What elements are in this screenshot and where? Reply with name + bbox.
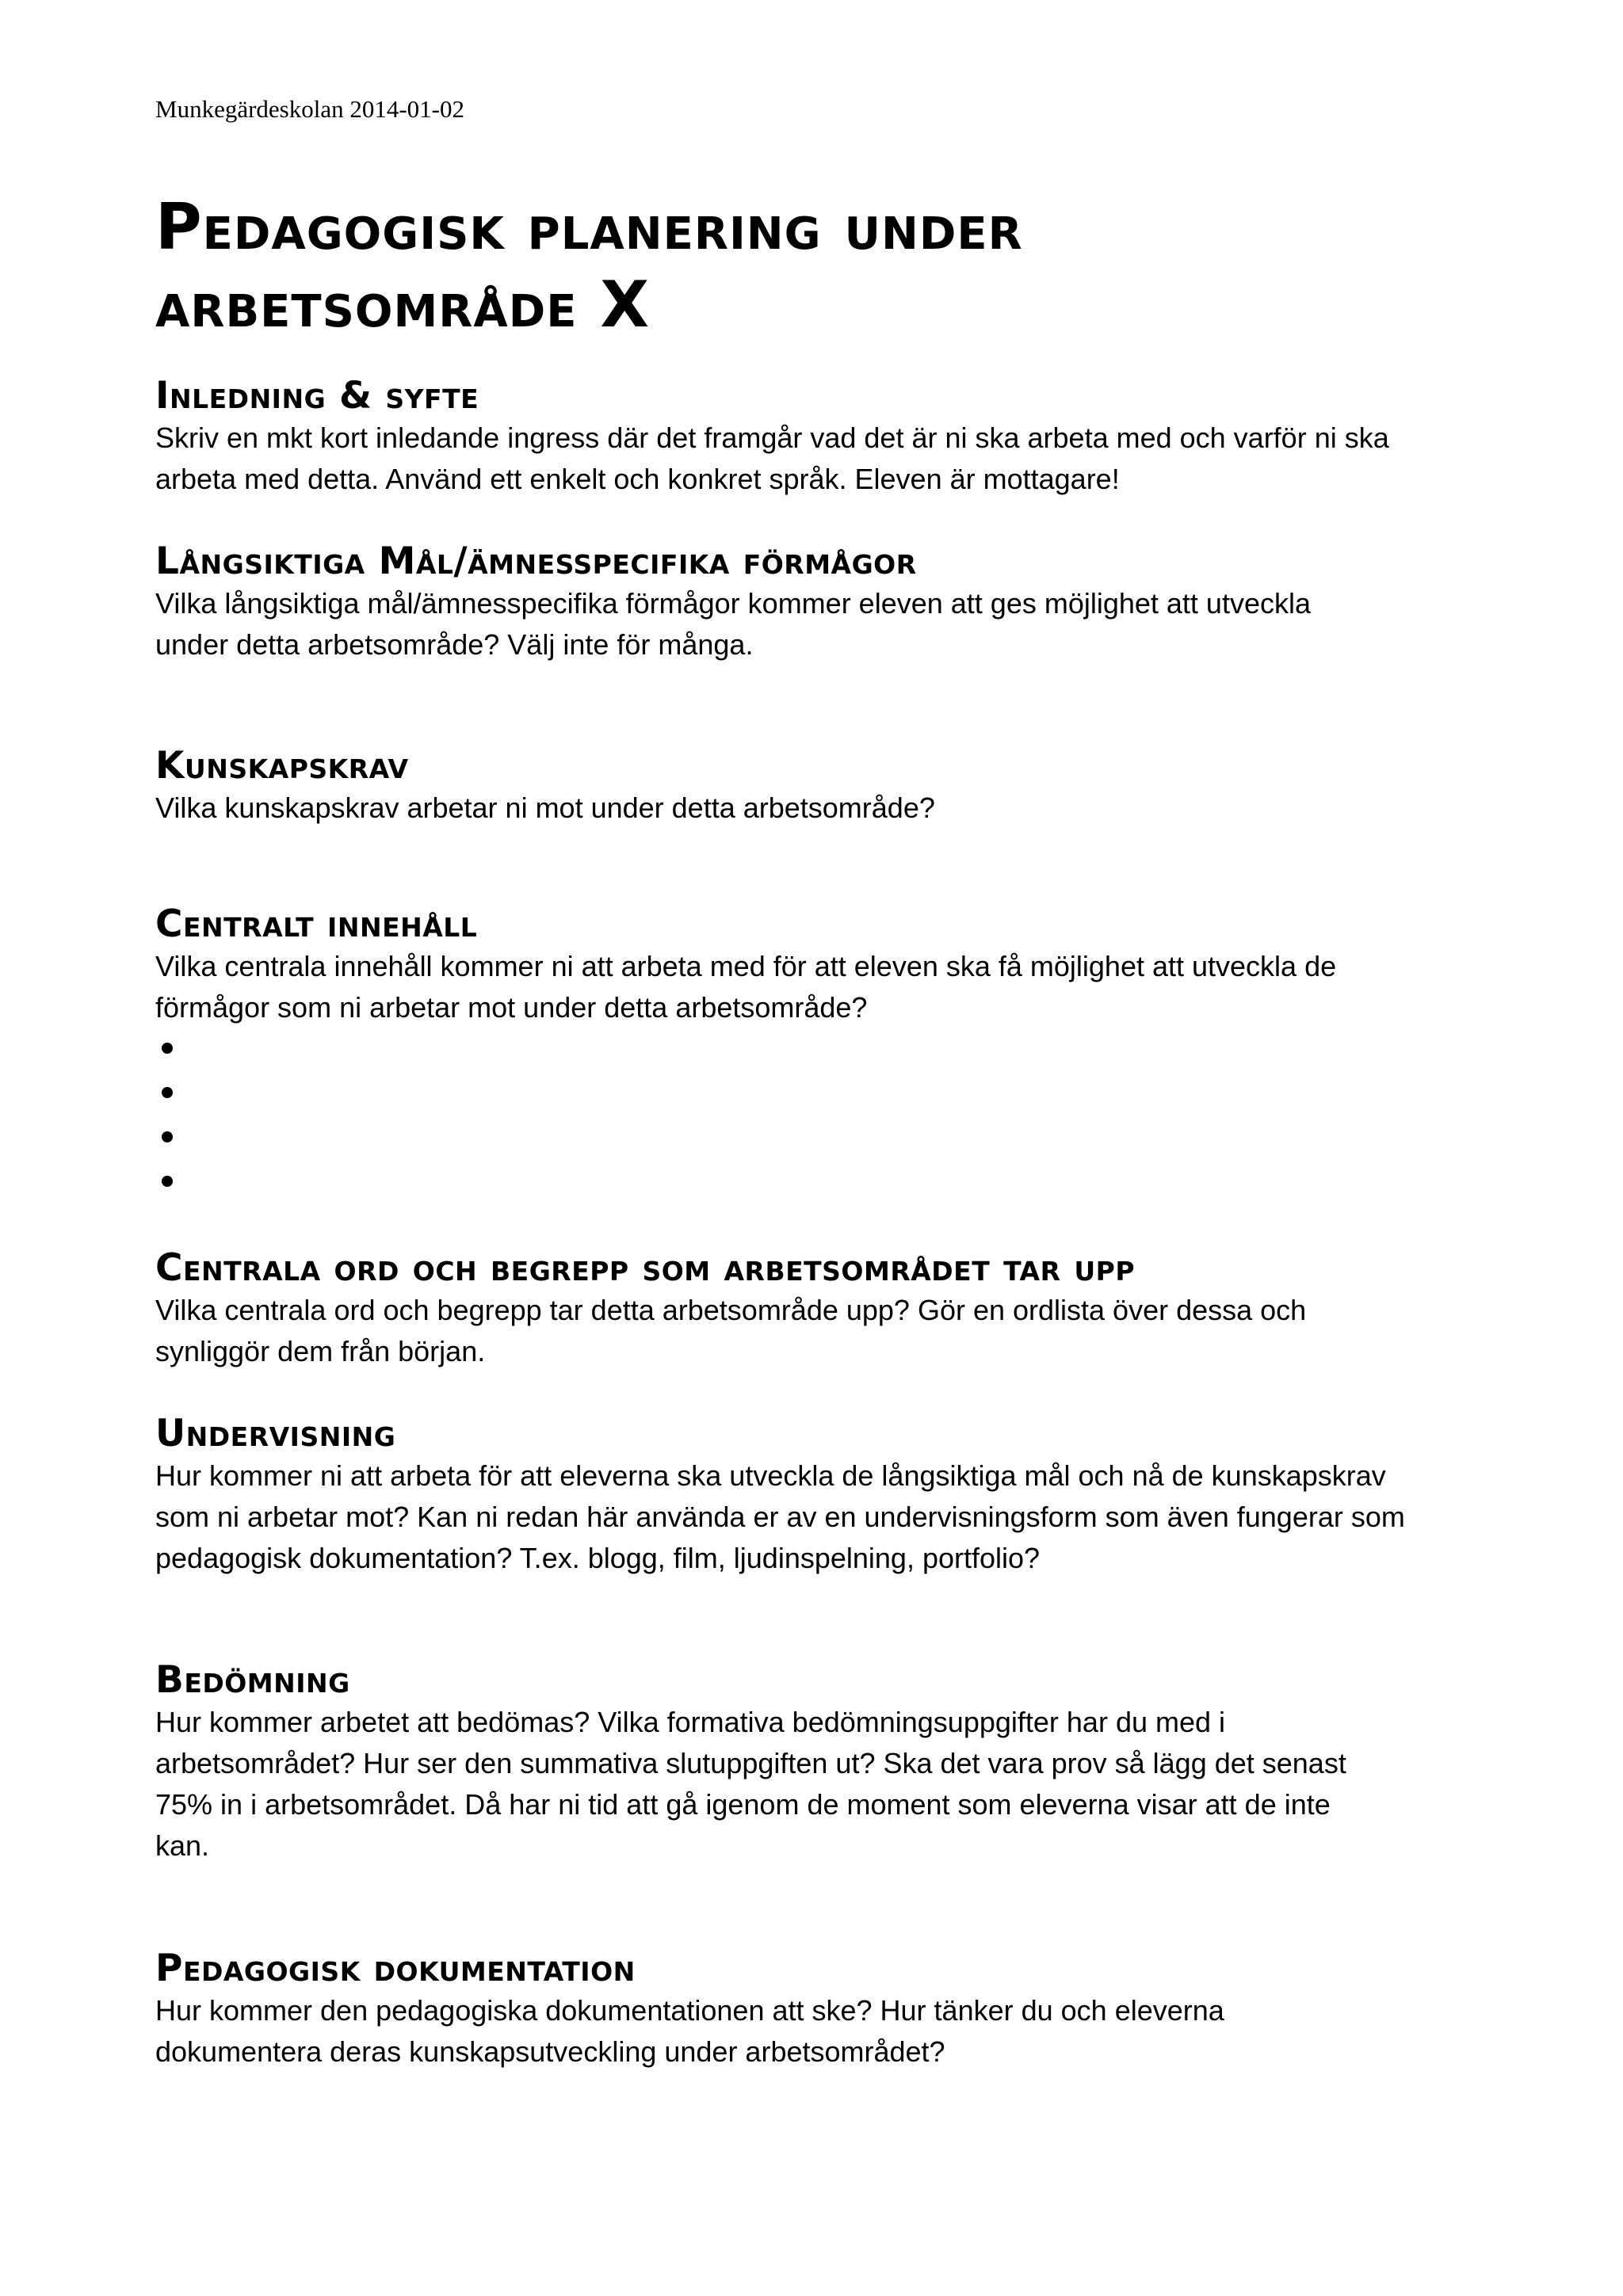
section-body: Vilka kunskapskrav arbetar ni mot under detta arbetsområde?	[155, 791, 935, 824]
section-heading: Centralt innehåll	[155, 902, 478, 946]
section-body: Hur kommer den pedagogiska dokumentationen att ske? Hur tänker du och eleverna dokumentera deras kunskapsutveckling under arbetsområdet?	[155, 1994, 1224, 2068]
bullet-icon	[162, 1131, 173, 1142]
section-body: Hur kommer arbetet att bedömas? Vilka formativa bedömningsuppgifter har du med i arbetsområdet? Hur ser den summativa slutuppgiften ut? Ska det vara prov så lägg det senast 75% in i arbetsområdet. Då har ni tid att gå igenom de moment som eleverna visar att de inte kan.	[155, 1706, 1346, 1862]
bullet-icon	[162, 1087, 173, 1098]
section-heading: Kunskapskrav	[155, 744, 409, 788]
page-title	[155, 189, 1503, 344]
section-heading: Pedagogisk dokumentation	[155, 1947, 636, 1990]
section-heading: Undervisning	[155, 1412, 396, 1455]
section-undervisning	[155, 1413, 1503, 1579]
bullet-icon	[162, 1043, 173, 1054]
bullet-icon	[162, 1176, 173, 1187]
section-heading: Centrala ord och begrepp som arbetsområdet tar upp	[155, 1246, 1136, 1290]
document-header: Munkegärdeskolan 2014-01-02	[155, 95, 464, 123]
section-body: Vilka centrala ord och begrepp tar detta arbetsområde upp? Gör en ordlista över dessa och synliggör dem från början.	[155, 1294, 1307, 1367]
bullet-list	[155, 1028, 1503, 1206]
title-line-1: Pedagogisk planering under	[155, 190, 1023, 264]
section-kunskapskrav	[155, 745, 1503, 829]
section-body: Vilka centrala innehåll kommer ni att arbeta med för att eleven ska få möjlighet att utveckla de förmågor som ni arbetar mot under detta arbetsområde?	[155, 950, 1337, 1024]
section-langsiktiga-mal	[155, 540, 1503, 666]
section-centralt-innehall	[155, 903, 1503, 1206]
section-bedomning	[155, 1659, 1503, 1867]
section-heading: Bedömning	[155, 1658, 350, 1702]
section-pedagogisk-dokumentation	[155, 1947, 1503, 2073]
section-body: Vilka långsiktiga mål/ämnesspecifika förmågor kommer eleven att ges möjlighet att utveckla under detta arbetsområde? Välj inte för många.	[155, 587, 1311, 661]
list-item	[155, 1161, 1503, 1206]
section-inledning	[155, 375, 1503, 500]
section-heading: Inledning & syfte	[155, 374, 479, 418]
section-body: Hur kommer ni att arbeta för att eleverna ska utveckla de långsiktiga mål och nå de kunskapskrav som ni arbetar mot? Kan ni redan här använda er av en undervisningsform som även fungerar som pedagogisk dokumentation? T.ex. blogg, film, ljudinspelning, portfolio?	[155, 1459, 1405, 1574]
title-line-2: arbetsområde X	[155, 268, 650, 341]
list-item	[155, 1117, 1503, 1161]
list-item	[155, 1073, 1503, 1117]
section-body: Skriv en mkt kort inledande ingress där det framgår vad det är ni ska arbeta med och varför ni ska arbeta med detta. Använd ett enkelt och konkret språk. Eleven är mottagare!	[155, 421, 1389, 495]
section-heading: Långsiktiga Mål/ämnesspecifika förmågor	[155, 540, 917, 583]
section-centrala-ord	[155, 1247, 1503, 1372]
list-item	[155, 1028, 1503, 1073]
